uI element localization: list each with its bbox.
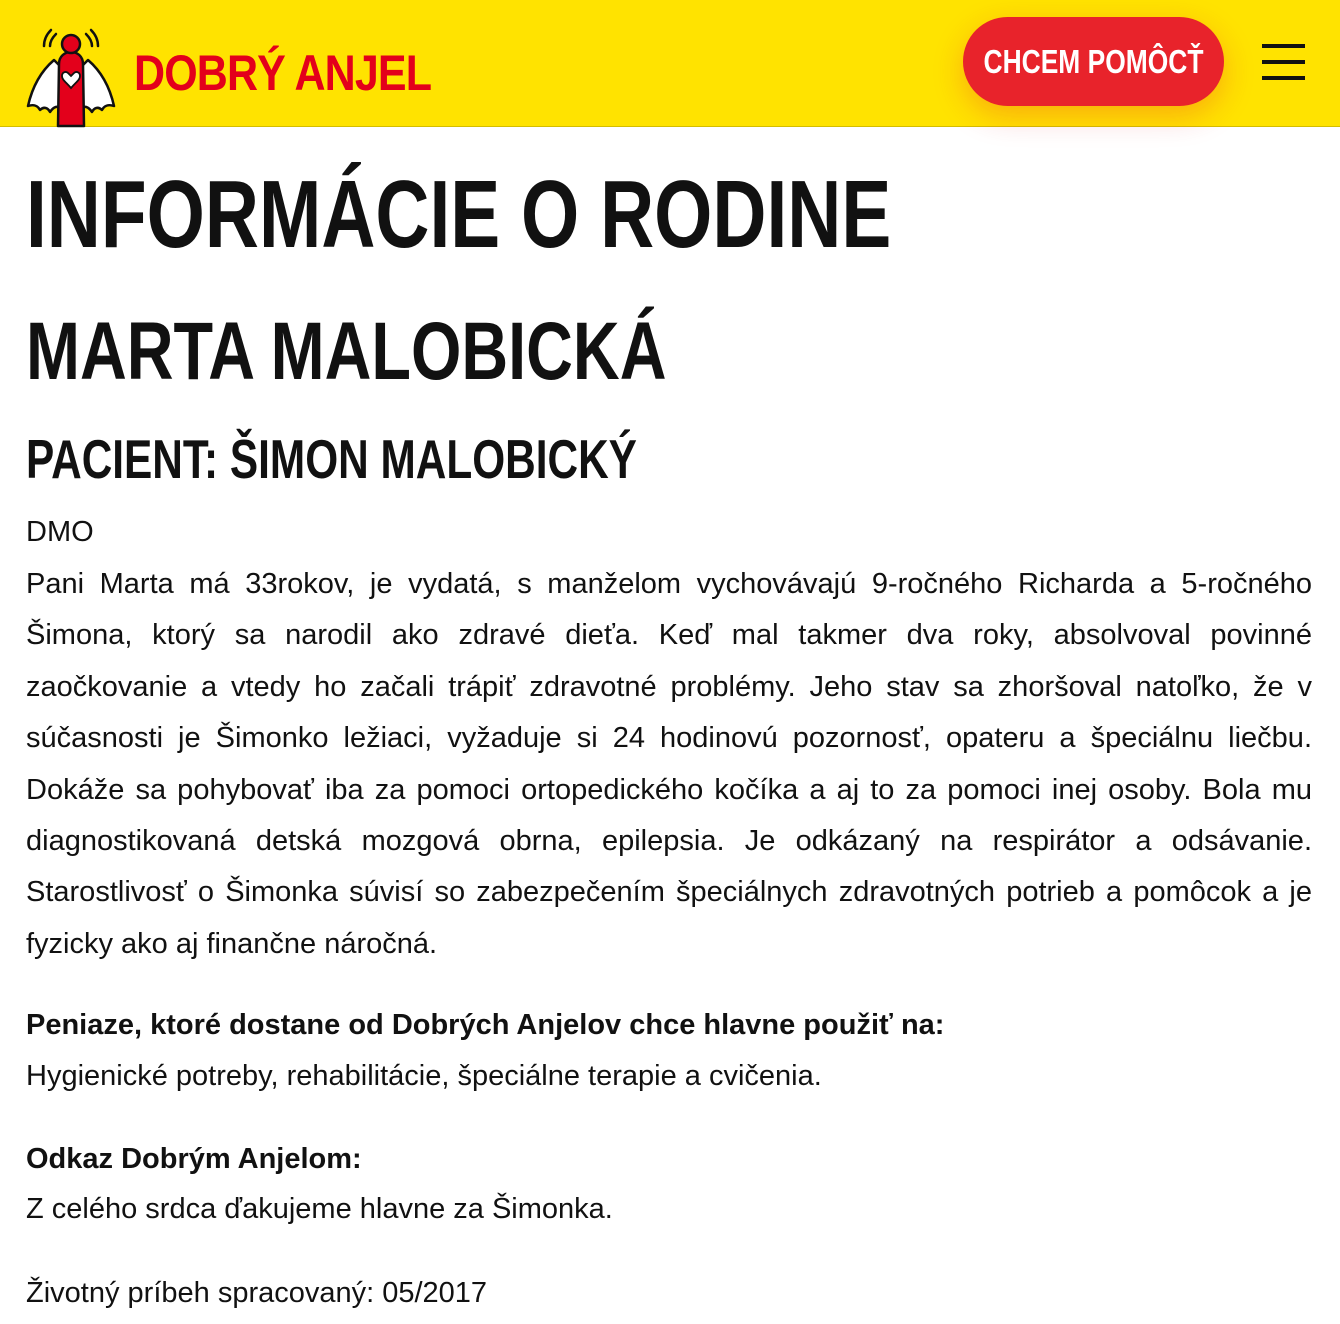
- patient-name: PACIENT: ŠIMON MALOBICKÝ: [26, 428, 637, 490]
- processed-date: Životný príbeh spracovaný: 05/2017: [26, 1277, 488, 1309]
- money-usage-text: Hygienické potreby, rehabilitácie, špeciálne terapie a cvičenia.: [26, 1060, 822, 1092]
- diagnosis: DMO: [26, 516, 94, 548]
- menu-bar-top: [1262, 44, 1305, 48]
- help-cta-label: CHCEM POMÔCŤ: [983, 42, 1204, 80]
- page-title: INFORMÁCIE O RODINE: [26, 161, 892, 268]
- message-text: Z celého srdca ďakujeme hlavne za Šimonka.: [26, 1193, 613, 1225]
- hamburger-menu-icon[interactable]: [1262, 44, 1305, 80]
- message-label: Odkaz Dobrým Anjelom:: [26, 1143, 362, 1175]
- menu-bar-bottom: [1262, 76, 1305, 80]
- family-name: MARTA MALOBICKÁ: [26, 306, 667, 397]
- angel-logo-icon: [26, 26, 134, 130]
- help-cta-button[interactable]: [963, 17, 1224, 106]
- money-usage-label: Peniaze, ktoré dostane od Dobrých Anjelov chce hlavne použiť na:: [26, 1009, 945, 1041]
- logo-link[interactable]: [26, 26, 480, 130]
- site-header: [0, 0, 1340, 127]
- logo-text: DOBRÝ ANJEL: [134, 45, 432, 101]
- menu-bar-middle: [1262, 60, 1305, 64]
- family-story: Pani Marta má 33rokov, je vydatá, s manželom vychovávajú 9-ročného Richarda a 5-ročného Šimona, ktorý sa narodil ako zdravé dieťa. Keď mal takmer dva roky, absolvoval povinné zaočkovanie a vtedy ho začali trápiť zdravotné problémy. Jeho stav sa zhoršoval natoľko, že v súčasnosti je Šimonko ležiaci, vyžaduje si 24 hodinovú pozornosť, opateru a špeciálnu liečbu. Dokáže sa pohybovať iba za pomoci ortopedického kočíka a aj to za pomoci inej osoby. Bola mu diagnostikovaná detská mozgová obrna, epilepsia. Je odkázaný na respirátor a odsávanie. Starostlivosť o Šimonka súvisí so zabezpečením špeciálnych zdravotných potrieb a pomôcok a je fyzicky ako aj finančne náročná.: [26, 568, 1312, 960]
